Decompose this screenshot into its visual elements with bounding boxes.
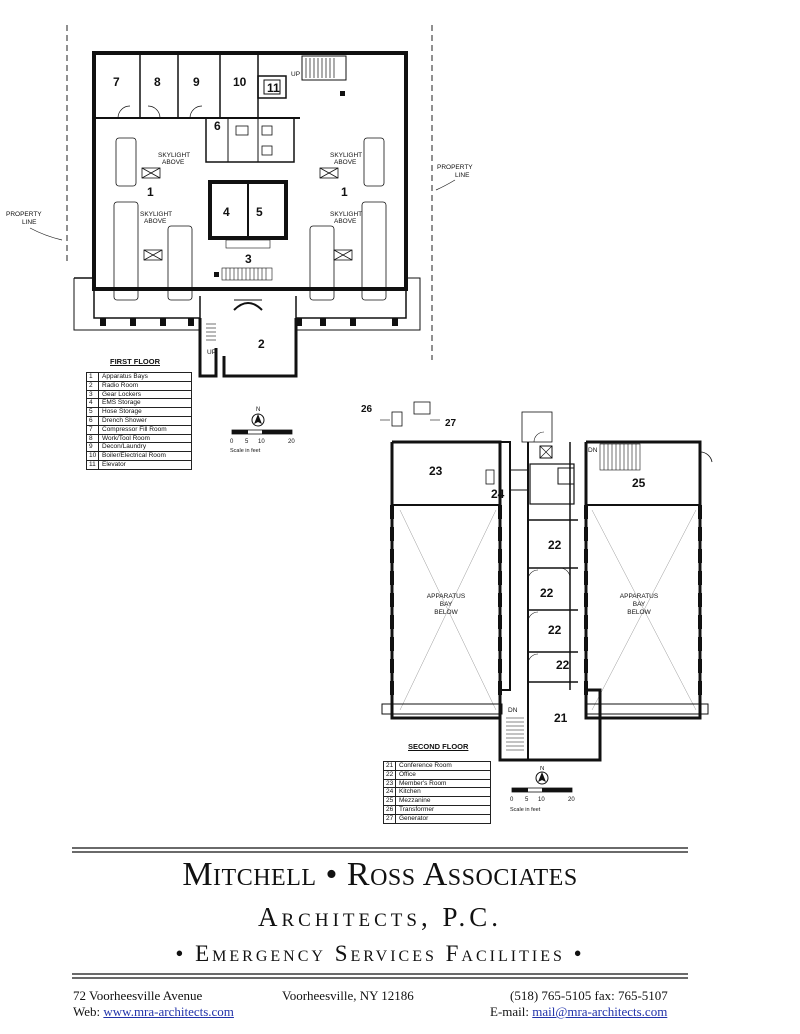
legend-row [384,788,490,797]
property-line-label-left-1: PROPERTY [6,211,42,218]
apparatus-label-left-1: APPARATUS [426,593,466,600]
first-floor-up-label-bottom: UP [207,349,217,356]
legend-label: Member's Room [399,779,447,787]
apparatus-label-left-2: BAY [439,601,453,608]
property-line-label-right-1: PROPERTY [437,164,473,171]
scale-caption: Scale in feet [510,807,541,813]
scale-tick-20: 20 [288,439,295,445]
legend-label: Boiler/Electrical Room [102,452,166,460]
second-floor-dn-label-bottom: DN [508,707,518,714]
room-number-26: 26 [361,404,373,415]
skylight-label-1b: ABOVE [162,159,185,166]
legend-row [87,373,191,382]
legend-label: Work/Tool Room [102,434,150,442]
scale-tick-10: 10 [258,439,265,445]
skylight-label-3a: SKYLIGHT [140,211,173,218]
room-number-25: 25 [632,476,646,490]
city: Voorheesville, NY 12186 [282,988,414,1003]
skylight-label-3b: ABOVE [144,218,167,225]
legend-number: 21 [384,762,396,770]
legend-number: 11 [87,461,99,469]
legend-row [384,806,490,815]
legend-label: Compressor Fill Room [102,425,167,433]
legend-number: 24 [384,788,396,796]
room-number-1b: 1 [341,185,348,199]
apparatus-label-right-1: APPARATUS [619,593,659,600]
apparatus-label-left-3: BELOW [434,609,458,616]
legend-row [384,815,490,823]
firm-name: Mitchell • Ross Associates [182,856,578,893]
legend-number: 10 [87,452,99,460]
first-floor-up-label-top: UP [291,71,301,78]
legend-row [384,780,490,789]
legend-row [384,771,490,780]
legend-label: Mezzanine [399,797,431,805]
second-floor-scale [506,766,586,822]
legend-label: Conference Room [399,762,452,769]
skylight-label-1a: SKYLIGHT [158,152,191,159]
legend-number: 1 [87,373,99,381]
second-floor-legend [383,761,491,824]
web-line [73,1004,234,1020]
web-label: Web: [73,1004,101,1019]
legend-number: 8 [87,435,99,443]
legend-number: 9 [87,443,99,451]
legend-number: 23 [384,780,396,788]
property-line-label-left-2: LINE [22,219,37,226]
legend-row [384,762,490,771]
legend-label: Transformer [399,805,435,813]
website-link[interactable]: www.mra-architects.com [103,1004,234,1019]
room-number-11: 11 [267,81,280,95]
room-number-21: 21 [554,711,568,725]
scale-tick-10: 10 [538,797,545,803]
north-label-2: N [540,766,545,772]
email-label: E-mail: [490,1004,529,1019]
room-number-22c: 22 [548,623,562,637]
legend-label: EMS Storage [102,399,141,407]
room-number-24: 24 [491,487,505,501]
room-number-4: 4 [223,205,230,219]
email-link[interactable]: mail@mra-architects.com [532,1004,668,1019]
legend-label: Apparatus Bays [102,373,148,380]
legend-number: 4 [87,399,99,407]
firm-tagline: • Emergency Services Facilities • [175,941,585,966]
legend-number: 3 [87,391,99,399]
legend-label: Kitchen [399,788,421,796]
room-number-6: 6 [214,119,221,133]
legend-label: Hose Storage [102,408,142,416]
legend-label: Drench Shower [102,416,147,424]
second-floor-title: SECOND FLOOR [408,742,469,751]
legend-label: Decon/Laundry [102,443,147,451]
legend-label: Office [399,770,416,778]
first-floor-title: FIRST FLOOR [110,357,160,366]
skylight-label-2b: ABOVE [334,159,357,166]
scale-tick-20: 20 [568,797,575,803]
room-number-1a: 1 [147,185,154,199]
legend-row [384,797,490,806]
room-number-23: 23 [429,464,443,478]
apparatus-label-right-3: BELOW [627,609,651,616]
legend-label: Gear Lockers [102,390,142,398]
skylight-label-4b: ABOVE [334,218,357,225]
room-number-9: 9 [193,75,200,89]
room-number-7: 7 [113,75,120,89]
legend-label: Radio Room [102,381,139,389]
room-number-5: 5 [256,205,263,219]
email-line [490,1004,667,1020]
scale-caption: Scale in feet [230,448,261,454]
room-number-27: 27 [445,418,457,429]
legend-number: 6 [87,417,99,425]
second-floor-dn-label-top: DN [588,447,598,454]
legend-row [87,382,191,391]
phone: (518) 765-5105 fax: 765-5107 [510,988,668,1003]
firm-subtitle: Architects, P.C. [258,902,502,932]
room-number-8: 8 [154,75,161,89]
legend-label: Generator [399,814,429,822]
scale-tick-0: 0 [230,439,234,445]
address: 72 Voorheesville Avenue [73,988,203,1003]
legend-number: 27 [384,815,396,823]
property-line-label-right-2: LINE [455,172,470,179]
legend-label: Elevator [102,460,126,468]
room-number-2: 2 [258,337,265,351]
scale-tick-0: 0 [510,797,514,803]
room-number-10: 10 [233,75,247,89]
skylight-label-2a: SKYLIGHT [330,152,363,159]
legend-number: 26 [384,806,396,814]
scale-tick-5: 5 [245,439,249,445]
legend-number: 5 [87,408,99,416]
legend-number: 2 [87,382,99,390]
scale-tick-5: 5 [525,797,529,803]
north-label-1: N [256,407,261,413]
legend-number: 25 [384,797,396,805]
apparatus-label-right-2: BAY [632,601,646,608]
room-number-22b: 22 [540,586,554,600]
legend-number: 7 [87,426,99,434]
room-number-22d: 22 [556,658,570,672]
room-number-22a: 22 [548,538,562,552]
skylight-label-4a: SKYLIGHT [330,211,363,218]
legend-number: 22 [384,771,396,779]
room-number-3: 3 [245,252,252,266]
